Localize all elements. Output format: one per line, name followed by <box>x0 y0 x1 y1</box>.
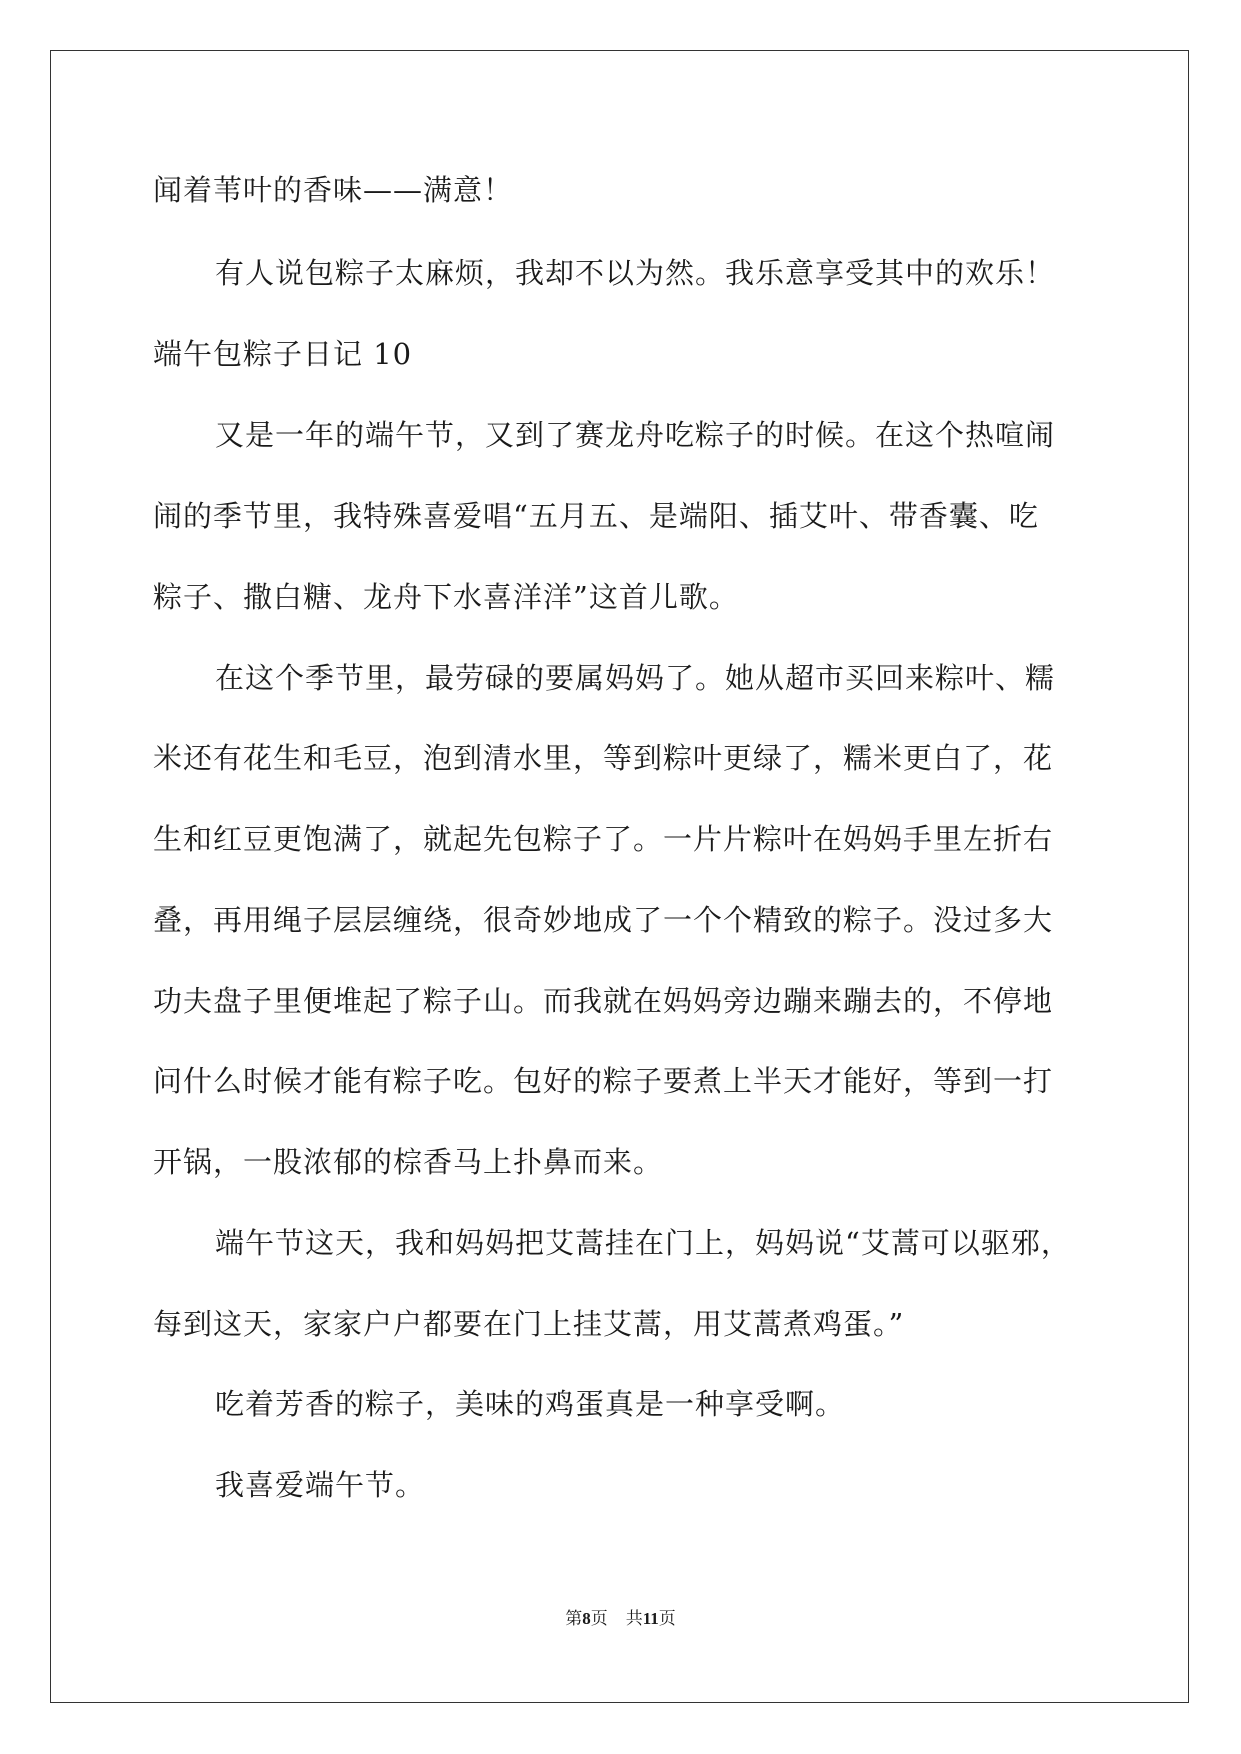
footer-page-suffix: 页 <box>590 1609 608 1628</box>
footer-prefix: 第 <box>565 1609 583 1628</box>
text-line: 生和红豆更饱满了，就起先包粽子了。一片片粽叶在妈妈手里左折右 <box>153 822 1054 856</box>
text-line: 吃着芳香的粽子，美味的鸡蛋真是一种享受啊。 <box>215 1387 846 1421</box>
text-line: 闻着苇叶的香味——满意！ <box>153 173 514 207</box>
text-line: 闹的季节里，我特殊喜爱唱“五月五、是端阳、插艾叶、带香囊、吃 <box>153 499 1039 533</box>
text-line: 在这个季节里，最劳碌的要属妈妈了。她从超市买回来粽叶、糯 <box>215 661 1056 695</box>
text-line: 又是一年的端午节，又到了赛龙舟吃粽子的时候。在这个热喧闹 <box>215 418 1056 452</box>
section-heading: 端午包粽子日记 10 <box>153 337 413 371</box>
text-line: 有人说包粽子太麻烦，我却不以为然。我乐意享受其中的欢乐！ <box>215 256 1056 290</box>
text-line: 我喜爱端午节。 <box>215 1468 426 1502</box>
text-line: 开锅，一股浓郁的棕香马上扑鼻而来。 <box>153 1145 664 1179</box>
page-number: 8 <box>582 1609 591 1628</box>
text-line: 粽子、撒白糖、龙舟下水喜洋洋”这首儿歌。 <box>153 580 739 614</box>
text-line: 功夫盘子里便堆起了粽子山。而我就在妈妈旁边蹦来蹦去的，不停地 <box>153 984 1054 1018</box>
text-line: 米还有花生和毛豆，泡到清水里，等到粽叶更绿了，糯米更白了，花 <box>153 741 1054 775</box>
footer-total-prefix: 共 <box>625 1609 643 1628</box>
footer-total-suffix: 页 <box>658 1609 676 1628</box>
text-line: 问什么时候才能有粽子吃。包好的粽子要煮上半天才能好，等到一打 <box>153 1064 1054 1098</box>
page-border <box>50 50 1189 1703</box>
total-pages: 11 <box>642 1609 659 1628</box>
page-footer <box>0 1609 1241 1629</box>
text-line: 叠，再用绳子层层缠绕，很奇妙地成了一个个精致的粽子。没过多大 <box>153 903 1054 937</box>
text-line: 端午节这天，我和妈妈把艾蒿挂在门上，妈妈说“艾蒿可以驱邪， <box>215 1226 1071 1260</box>
text-line: 每到这天，家家户户都要在门上挂艾蒿，用艾蒿煮鸡蛋。” <box>153 1307 905 1341</box>
